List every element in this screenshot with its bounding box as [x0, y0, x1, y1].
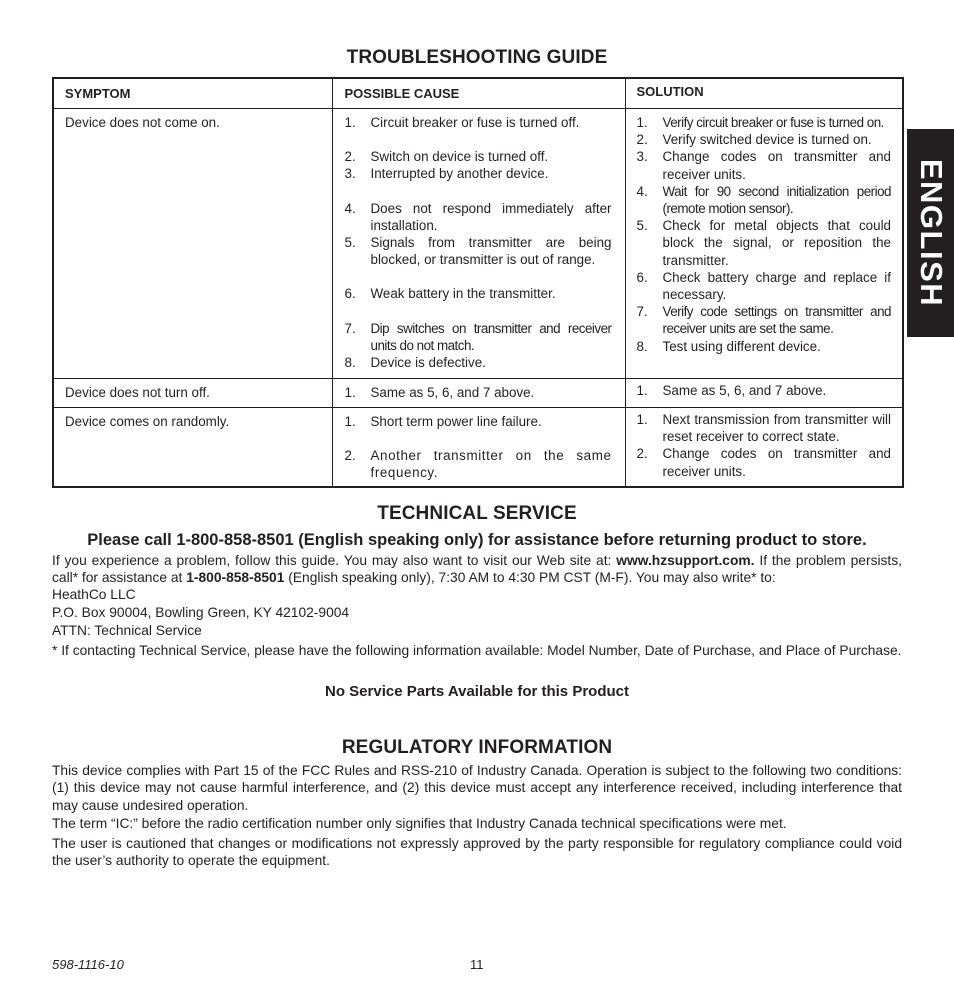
cause-cell — [332, 408, 625, 488]
list-item: 3. Change codes on transmitter and receiver units. — [636, 149, 891, 182]
list-item: 3. Interrupted by another device. — [344, 166, 549, 182]
table-row — [53, 109, 903, 379]
solution-cell — [625, 109, 903, 379]
troubleshooting-table — [52, 77, 904, 488]
list-item: 7. Verify code settings on transmitter and receiver units are set the same. — [636, 304, 891, 337]
list-item: 5. Signals from transmitter are being blocked, or transmitter is out of range. — [344, 235, 612, 268]
list-item: 4. Does not respond immediately after installation. — [344, 200, 612, 233]
solution-cell — [625, 379, 903, 408]
no-parts-notice: No Service Parts Available for this Product — [325, 683, 629, 700]
regulatory-paragraph: The user is cautioned that changes or modifications not expressly approved by the party responsible for regulatory compliance could void the user’s authority to operate the equipment. — [52, 836, 902, 869]
call-line: Please call 1-800-858-8501 (English speaking only) for assistance before returning product to store. — [87, 531, 867, 549]
list-item: 8. Test using different device. — [636, 338, 821, 354]
list-item: 8. Device is defective. — [344, 355, 486, 371]
symptom-cell: Device does not turn off. — [53, 379, 332, 408]
symptom-cell: Device does not come on. — [53, 109, 332, 379]
language-tab-label: ENGLISH — [913, 158, 949, 308]
list-item: 1. Same as 5, 6, and 7 above. — [344, 385, 535, 400]
document-number: 598-1116-10 — [52, 957, 124, 972]
table-row — [53, 408, 903, 488]
table-header-row — [53, 78, 903, 109]
list-item: 2. Switch on device is turned off. — [344, 149, 549, 165]
page-number: 11 — [470, 957, 484, 972]
list-item: 5. Check for metal objects that could block the signal, or reposition the transmitter. — [636, 218, 891, 268]
solution-header: SOLUTION — [625, 78, 903, 109]
address-line: HeathCo LLC — [52, 587, 136, 602]
address-line: P.O. Box 90004, Bowling Green, KY 42102-9004 — [52, 605, 350, 620]
technical-service-title: TECHNICAL SERVICE — [377, 503, 577, 524]
list-item: 4. Wait for 90 second initialization period (remote motion sensor). — [636, 183, 891, 217]
troubleshooting-title: TROUBLESHOOTING GUIDE — [346, 47, 608, 68]
list-item: 2. Change codes on transmitter and receiver units. — [636, 446, 891, 479]
service-paragraph: If you experience a problem, follow this guide. You may also want to visit our Web site at: www.hzsupport.com. If the problem persists, call* for assistance at 1-800-858-8501 (English speaking only), 7:30 AM to 4:30 PM CST (M-F). You may also write* to: — [52, 553, 902, 586]
symptom-cell: Device comes on randomly. — [53, 408, 332, 488]
cause-cell — [332, 109, 625, 379]
list-item: 2. Another transmitter on the same frequency. — [344, 448, 612, 481]
list-item: 1. Verify circuit breaker or fuse is turned on. — [636, 115, 884, 130]
service-note: * If contacting Technical Service, please have the following information available: Model Number, Date of Purchase, and Place of Purchase. — [52, 643, 902, 658]
symptom-header: SYMPTOM — [53, 78, 332, 109]
regulatory-title: REGULATORY INFORMATION — [341, 737, 613, 758]
regulatory-paragraph: The term “IC:” before the radio certification number only signifies that Industry Canada technical specifications were met. — [52, 816, 787, 831]
list-item: 6. Check battery charge and replace if necessary. — [636, 269, 891, 303]
table-row — [53, 379, 903, 408]
phone-number: 1-800-858-8501 — [186, 570, 285, 586]
list-item: 7. Dip switches on transmitter and receiver units do not match. — [344, 320, 612, 353]
list-item: 2. Verify switched device is turned on. — [636, 132, 872, 148]
list-item: 1. Short term power line failure. — [344, 414, 542, 429]
cause-header: POSSIBLE CAUSE — [332, 78, 625, 109]
solution-cell — [625, 408, 903, 488]
list-item: 1. Next transmission from transmitter will reset receiver to correct state. — [636, 412, 891, 445]
cause-cell — [332, 379, 625, 408]
list-item: 6. Weak battery in the transmitter. — [344, 286, 556, 302]
regulatory-paragraph: This device complies with Part 15 of the FCC Rules and RSS-210 of Industry Canada. Operation is subject to the following two conditions: (1) this device may not cause harmful interference, and (2) this device must accept any interference received, including interference that may cause undesired operation. — [52, 763, 902, 813]
address-line: ATTN: Technical Service — [52, 623, 202, 638]
website-link[interactable]: www.hzsupport.com. — [616, 553, 755, 568]
language-tab — [907, 129, 954, 337]
list-item: 1. Circuit breaker or fuse is turned off. — [344, 115, 580, 130]
list-item: 1. Same as 5, 6, and 7 above. — [636, 383, 827, 398]
